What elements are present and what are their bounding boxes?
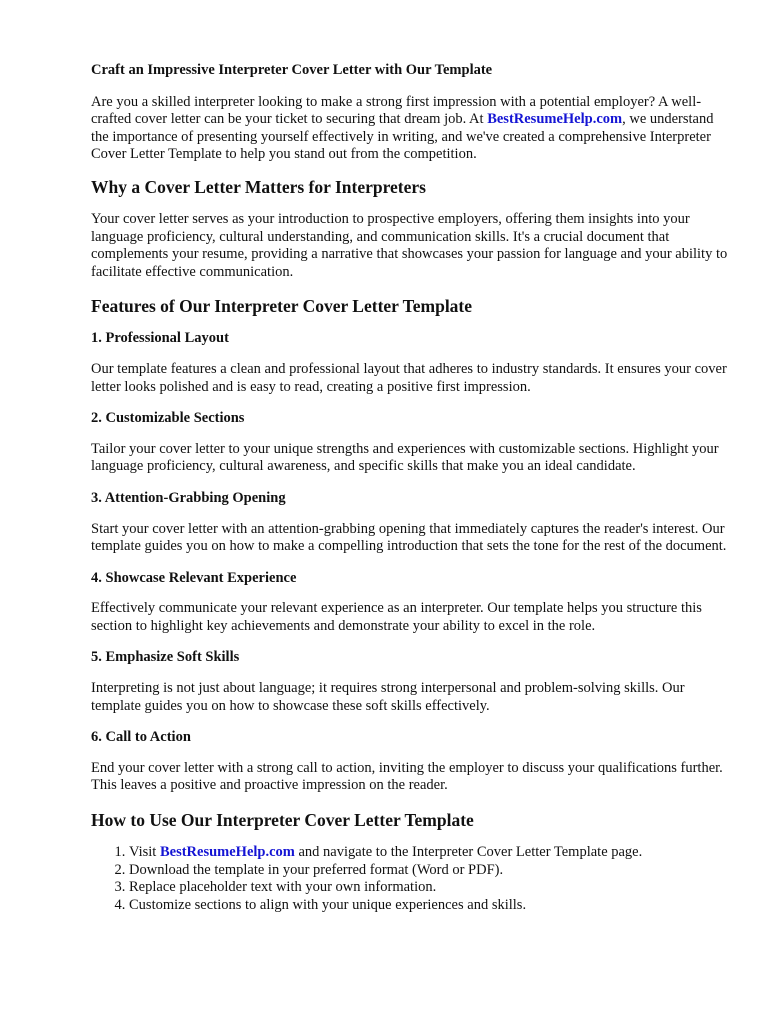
- feature-heading-3: 3. Attention-Grabbing Opening: [91, 489, 286, 506]
- intro-site-link[interactable]: BestResumeHelp.com: [487, 111, 623, 128]
- feature-text-5: Interpreting is not just about language; it requires strong interpersonal and problem-solving skills. Our template guides you on how to showcase these soft skills effectively.: [91, 680, 685, 714]
- feature-text-4: Effectively communicate your relevant experience as an interpreter. Our template helps you structure this section to highlight key achievements and demonstrate your ability to excel in the role.: [91, 600, 702, 634]
- features-heading: Features of Our Interpreter Cover Letter Template: [91, 296, 473, 317]
- why-heading: Why a Cover Letter Matters for Interpreters: [91, 176, 426, 197]
- feature-text-3: Start your cover letter with an attention-grabbing opening that immediately captures the reader's interest. Our template guides you on how to make a compelling introduction that sets the tone for the rest of the document.: [91, 520, 727, 555]
- howto-steps-list: [91, 844, 728, 914]
- why-paragraph: Your cover letter serves as your introduction to prospective employers, offering them insights into your language proficiency, cultural understanding, and communication skills. It's a crucial document that complements your resume, providing a narrative that showcases your passion for language and your ability to facilitate effective communication.: [91, 210, 728, 280]
- feature-text-1: Our template features a clean and professional layout that adheres to industry standards. It ensures your cover letter looks polished and is easy to read, creating a positive first impression.: [91, 360, 727, 395]
- howto-step-2: 2. Download the template in your preferred format (Word or PDF).: [129, 862, 728, 880]
- howto-heading: How to Use Our Interpreter Cover Letter Template: [91, 810, 474, 831]
- howto-step-4: 4. Customize sections to align with your unique experiences and skills.: [129, 897, 728, 915]
- feature-heading-5: 5. Emphasize Soft Skills: [91, 649, 240, 666]
- intro-text-after: , we understand the importance of presenting yourself effectively in writing, and we've created a comprehensive Interpreter Cover Letter Template to help you stand out from the competition.: [91, 111, 714, 163]
- feature-heading-1: 1. Professional Layout: [91, 330, 229, 347]
- howto-site-link[interactable]: BestResumeHelp.com: [159, 844, 295, 861]
- howto-step-1-before: Visit: [129, 844, 160, 861]
- feature-text-2: Tailor your cover letter to your unique strengths and experiences with customizable sections. Highlight your language proficiency, cultural awareness, and specific skills that make you an ideal candidate.: [91, 440, 719, 475]
- feature-heading-6: 6. Call to Action: [91, 729, 191, 746]
- howto-step-1-after: and navigate to the Interpreter Cover Letter Template page.: [294, 844, 643, 861]
- intro-paragraph: [91, 94, 728, 164]
- feature-text-6: End your cover letter with a strong call to action, inviting the employer to discuss your qualifications further. This leaves a positive and proactive impression on the reader.: [91, 759, 723, 794]
- feature-heading-4: 4. Showcase Relevant Experience: [91, 569, 297, 586]
- howto-step-1: [129, 844, 728, 862]
- page-title: Craft an Impressive Interpreter Cover Letter with Our Template: [91, 62, 493, 78]
- howto-step-3: 3. Replace placeholder text with your own information.: [129, 879, 728, 897]
- feature-heading-2: 2. Customizable Sections: [91, 410, 245, 427]
- intro-text-before: Are you a skilled interpreter looking to make a strong first impression with a potential employer? A well-crafted cover letter can be your ticket to securing that dream job. At: [91, 93, 702, 128]
